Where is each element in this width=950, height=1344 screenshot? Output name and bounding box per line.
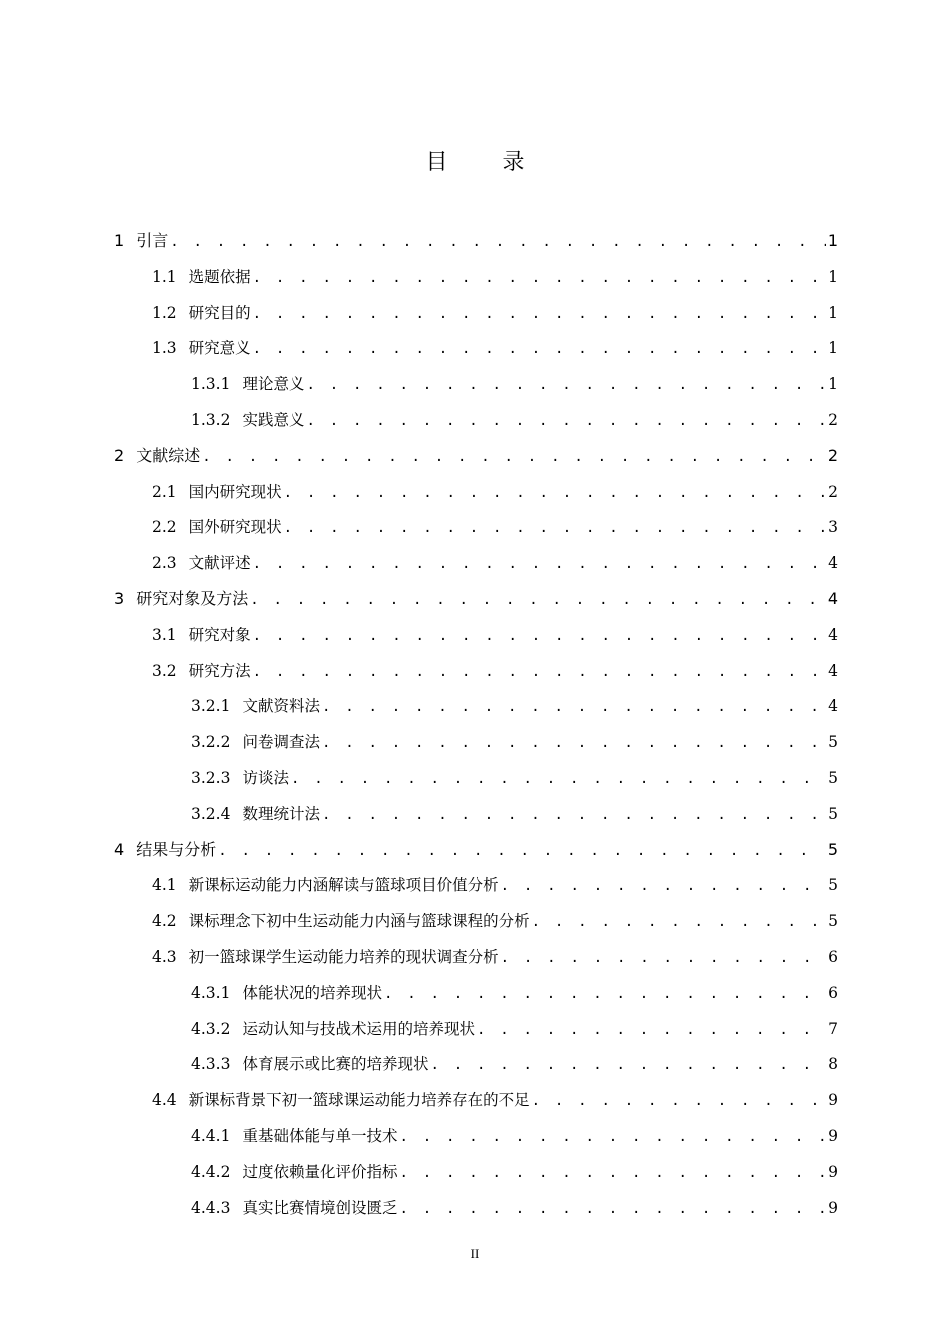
toc-entry-number: 2.2 xyxy=(152,518,177,537)
toc-entry-number: 3.2 xyxy=(152,661,177,680)
toc-entry-title: 文献综述 xyxy=(136,445,201,465)
toc-dot-leader xyxy=(430,1053,826,1077)
toc-entry-number: 3.1 xyxy=(152,625,177,644)
toc-dot-leader xyxy=(501,874,826,898)
toc-entry[interactable] xyxy=(114,444,838,468)
toc-dot-leader xyxy=(399,1161,826,1185)
toc-entry-title: 国内研究现状 xyxy=(188,482,282,501)
toc-entry-page: 4 xyxy=(828,554,838,573)
toc-entry[interactable] xyxy=(152,873,838,897)
toc-entry-number: 4.2 xyxy=(152,912,177,931)
toc-dot-leader xyxy=(253,552,826,576)
toc-dot-leader xyxy=(202,445,826,469)
toc-entry-title: 结果与分析 xyxy=(136,839,217,859)
toc-entry-title: 新课标运动能力内涵解读与篮球项目价值分析 xyxy=(188,876,499,895)
toc-entry-number: 4.4.2 xyxy=(191,1162,231,1181)
toc-entry[interactable] xyxy=(191,1124,838,1148)
toc-entry-page: 9 xyxy=(828,1127,838,1145)
toc-entry-title: 初一篮球课学生运动能力培养的现状调查分析 xyxy=(188,948,499,966)
toc-dot-leader xyxy=(532,910,826,934)
toc-entry[interactable] xyxy=(152,623,838,647)
toc-entry-title: 体育展示或比赛的培养现状 xyxy=(242,1055,429,1074)
toc-entry-page: 9 xyxy=(828,1162,838,1181)
toc-entry-title: 选题依据 xyxy=(188,267,251,286)
toc-entry[interactable] xyxy=(114,838,838,862)
toc-entry[interactable] xyxy=(191,730,838,754)
toc-dot-leader xyxy=(399,1125,826,1149)
toc-entry-page: 5 xyxy=(828,912,838,931)
toc-dot-leader xyxy=(170,230,826,254)
toc-entry-title: 研究对象 xyxy=(188,625,251,644)
toc-entry-title: 引言 xyxy=(136,231,169,250)
toc-entry-number: 4.4.1 xyxy=(191,1127,231,1145)
toc-entry-title: 研究意义 xyxy=(188,339,251,358)
toc-entry-title: 文献评述 xyxy=(188,554,251,573)
toc-entry-number: 1.1 xyxy=(152,267,177,286)
toc-dot-leader xyxy=(322,803,826,827)
toc-entry-title: 真实比赛情境创设匮乏 xyxy=(242,1198,398,1217)
toc-entry-number: 1.2 xyxy=(152,303,177,322)
toc-dot-leader xyxy=(253,266,826,290)
toc-entry-number: 3.2.3 xyxy=(191,769,231,787)
toc-entry[interactable] xyxy=(191,372,838,396)
toc-entry-page: 1 xyxy=(828,375,838,394)
toc-dot-leader xyxy=(250,588,826,612)
toc-entry-title: 新课标背景下初一篮球课运动能力培养存在的不足 xyxy=(188,1091,530,1110)
toc-entry-number: 4.3.2 xyxy=(191,1019,231,1038)
toc-entry-title: 研究目的 xyxy=(188,303,251,322)
toc-entry[interactable] xyxy=(152,945,838,969)
toc-dot-leader xyxy=(284,481,826,505)
toc-dot-leader xyxy=(322,731,826,755)
toc-entry-number: 4.4.3 xyxy=(191,1198,231,1217)
toc-entry-page: 6 xyxy=(828,983,838,1002)
toc-entry[interactable] xyxy=(152,301,838,325)
toc-entry-page: 4 xyxy=(828,661,838,680)
toc-entry[interactable] xyxy=(152,480,838,504)
toc-entry-number: 3 xyxy=(114,589,125,608)
toc-entry-title: 访谈法 xyxy=(242,769,289,787)
toc-dot-leader xyxy=(384,982,826,1006)
toc-entry[interactable] xyxy=(152,515,838,539)
toc-entry-number: 4.4 xyxy=(152,1091,177,1110)
toc-entry-page: 7 xyxy=(828,1019,838,1038)
toc-entry-number: 2.3 xyxy=(152,554,177,573)
toc-entry[interactable] xyxy=(191,694,838,718)
toc-entry-title: 体能状况的培养现状 xyxy=(242,983,382,1002)
toc-entry-number: 2 xyxy=(114,445,125,465)
toc-entry-title: 文献资料法 xyxy=(242,697,320,716)
toc-entry[interactable] xyxy=(191,766,838,790)
toc-entry-page: 3 xyxy=(828,518,838,537)
toc-entry-number: 4.3.1 xyxy=(191,983,231,1002)
toc-entry-title: 实践意义 xyxy=(242,411,305,429)
toc-entry[interactable] xyxy=(191,1052,838,1076)
toc-dot-leader xyxy=(477,1018,826,1042)
toc-entry-page: 1 xyxy=(827,231,838,250)
toc-entry-page: 1 xyxy=(828,339,838,358)
toc-entry-page: 4 xyxy=(827,589,838,608)
toc-entry-page: 4 xyxy=(828,625,838,644)
toc-entry-page: 8 xyxy=(828,1055,838,1074)
toc-entry-page: 1 xyxy=(828,267,838,286)
toc-dot-leader xyxy=(501,946,826,970)
toc-entry-number: 1.3 xyxy=(152,339,177,358)
toc-entry-page: 1 xyxy=(828,303,838,322)
toc-entry[interactable] xyxy=(152,336,838,360)
toc-dot-leader xyxy=(322,695,826,719)
toc-entry-title: 研究对象及方法 xyxy=(136,589,249,608)
toc-entry-title: 过度依赖量化评价指标 xyxy=(242,1162,398,1181)
toc-entry[interactable] xyxy=(152,659,838,683)
toc-entry-page: 5 xyxy=(828,769,838,787)
toc-entry-number: 4.3 xyxy=(152,948,177,966)
toc-dot-leader xyxy=(253,624,826,648)
toc-entry-number: 1 xyxy=(114,231,125,250)
toc-entry-page: 5 xyxy=(828,733,838,752)
toc-entry-title: 问卷调查法 xyxy=(242,733,320,752)
toc-dot-leader xyxy=(218,839,826,863)
toc-dot-leader xyxy=(399,1197,826,1221)
toc-entry-page: 5 xyxy=(828,876,838,895)
toc-entry-page: 5 xyxy=(827,839,838,859)
toc-entry-number: 1.3.1 xyxy=(191,375,231,394)
toc-entry-title: 国外研究现状 xyxy=(188,518,282,537)
toc-entry[interactable] xyxy=(191,802,838,826)
toc-entry-number: 4 xyxy=(114,839,125,859)
toc-entry[interactable] xyxy=(152,909,838,933)
toc-dot-leader xyxy=(253,302,826,326)
toc-entry-title: 理论意义 xyxy=(242,375,305,394)
toc-entry[interactable] xyxy=(152,551,838,575)
toc-entry-number: 3.2.2 xyxy=(191,733,231,752)
toc-entry[interactable] xyxy=(191,408,838,432)
toc-entry[interactable] xyxy=(152,265,838,289)
toc-dot-leader xyxy=(291,767,826,791)
toc-dot-leader xyxy=(306,409,826,433)
toc-entry-page: 5 xyxy=(828,804,838,823)
toc-entry-title: 运动认知与技战术运用的培养现状 xyxy=(242,1019,475,1038)
toc-entry[interactable] xyxy=(114,229,838,253)
toc-dot-leader xyxy=(284,516,826,540)
toc-dot-leader xyxy=(306,373,826,397)
toc-entry-page: 6 xyxy=(828,948,838,966)
toc-entry-title: 数理统计法 xyxy=(242,804,320,823)
toc-entry-page: 4 xyxy=(828,697,838,716)
toc-entry[interactable] xyxy=(191,1017,838,1041)
page-title: 目 录 xyxy=(425,150,549,175)
toc-dot-leader xyxy=(532,1089,826,1113)
toc-entry[interactable] xyxy=(152,1088,838,1112)
toc-entry-page: 2 xyxy=(828,482,838,501)
toc-entry-number: 2.1 xyxy=(152,482,177,501)
toc-entry[interactable] xyxy=(191,1160,838,1184)
toc-entry-title: 重基础体能与单一技术 xyxy=(242,1127,398,1145)
toc-entry-title: 研究方法 xyxy=(188,661,251,680)
footer-page-number: II xyxy=(470,1246,480,1261)
toc-entry-page: 2 xyxy=(828,411,838,429)
toc-dot-leader xyxy=(253,337,826,361)
toc-entry-page: 9 xyxy=(828,1198,838,1217)
toc-dot-leader xyxy=(253,660,826,684)
toc-entry[interactable] xyxy=(191,1196,838,1220)
toc-entry-number: 1.3.2 xyxy=(191,411,231,429)
toc-entry-number: 4.1 xyxy=(152,876,177,895)
toc-entry-number: 3.2.1 xyxy=(191,697,231,716)
toc-entry-number: 4.3.3 xyxy=(191,1055,231,1074)
toc-entry-page: 9 xyxy=(828,1091,838,1110)
toc-entry-number: 3.2.4 xyxy=(191,804,231,823)
toc-entry[interactable] xyxy=(191,981,838,1005)
toc-entry-title: 课标理念下初中生运动能力内涵与篮球课程的分析 xyxy=(188,912,530,931)
toc-entry[interactable] xyxy=(114,587,838,611)
toc-entry-page: 2 xyxy=(827,445,838,465)
